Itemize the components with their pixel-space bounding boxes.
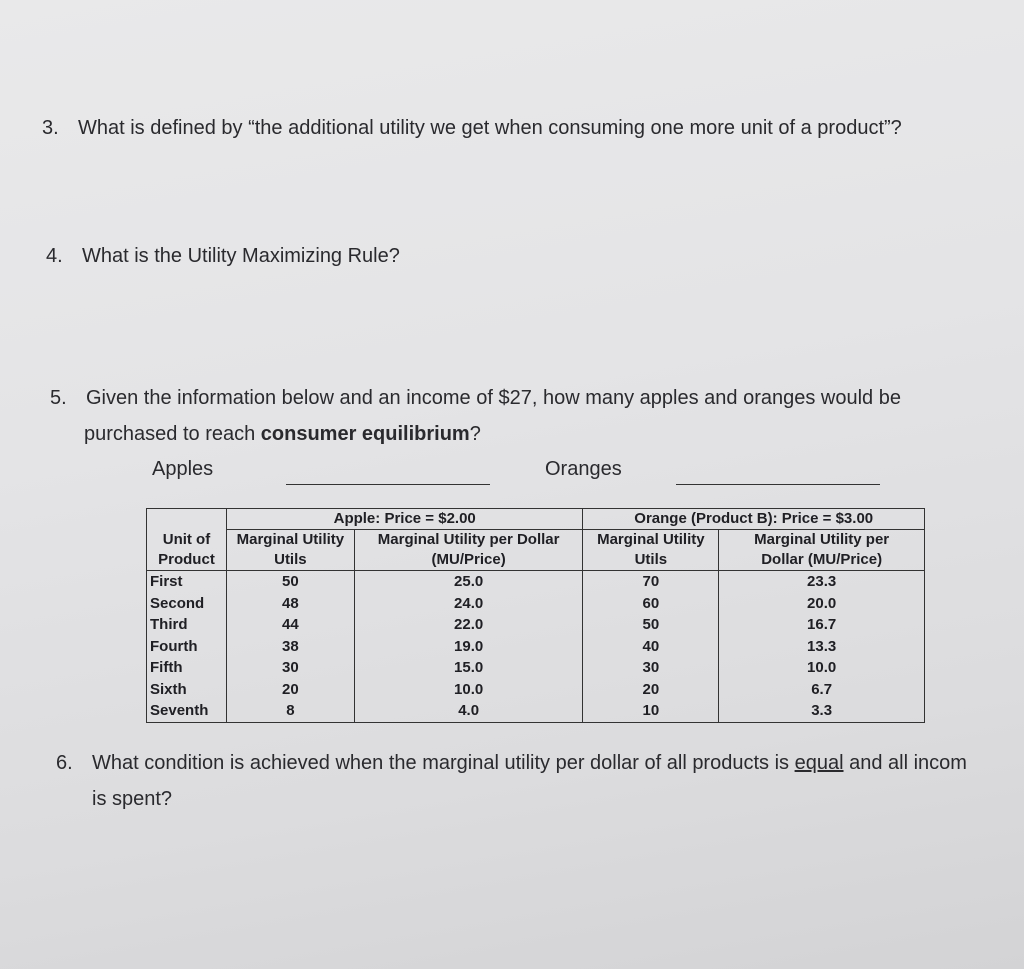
orange-mu-cell: 30: [583, 657, 719, 679]
apple-mu-cell: 44: [226, 614, 354, 636]
oranges-answer-blank[interactable]: [676, 484, 880, 485]
apple-mupd-cell: 4.0: [354, 700, 583, 722]
question-5: [50, 380, 1000, 452]
orange-mu-cell: 10: [583, 700, 719, 722]
header-line-2: Utils: [634, 551, 668, 568]
orange-mupd-cell: 23.3: [719, 571, 925, 593]
apples-answer-blank[interactable]: [286, 484, 490, 485]
apple-mupd-cell: 10.0: [354, 679, 583, 701]
apple-mupd-cell: 25.0: [354, 571, 583, 593]
question-text-line-2: is spent?: [92, 788, 173, 810]
apple-mu-cell: 50: [226, 571, 354, 593]
blank-header-cell: [147, 509, 227, 530]
orange-mupd-cell: 20.0: [719, 593, 925, 615]
orange-mu-cell: 40: [583, 636, 719, 658]
question-mark: ?: [469, 423, 481, 445]
question-4: [46, 238, 400, 274]
apple-mupd-cell: 19.0: [354, 636, 583, 658]
question-text-line-1: What condition is achieved when the marginal utility per dollar of all products is: [92, 752, 795, 774]
table-row: [147, 700, 925, 722]
unit-cell: Fifth: [147, 657, 227, 679]
table-row: [147, 636, 925, 658]
apple-mupd-cell: 22.0: [354, 614, 583, 636]
unit-cell: Sixth: [147, 679, 227, 701]
header-line-2: (MU/Price): [431, 551, 506, 568]
question-text-line-2: purchased to reach: [84, 423, 261, 445]
apple-mu-cell: 48: [226, 593, 354, 615]
orange-mupd-cell: 3.3: [719, 700, 925, 722]
orange-price-header: Orange (Product B): Price = $3.00: [583, 509, 925, 530]
unit-header: [147, 530, 227, 571]
orange-mupd-cell: 10.0: [719, 657, 925, 679]
unit-cell: First: [147, 571, 227, 593]
orange-mu-cell: 70: [583, 571, 719, 593]
question-text: What is the Utility Maximizing Rule?: [82, 245, 400, 267]
apple-mu-cell: 20: [226, 679, 354, 701]
question-text-line-1: Given the information below and an income of $27, how many apples and oranges would be: [86, 387, 901, 409]
unit-cell: Fourth: [147, 636, 227, 658]
header-line-1: Marginal Utility per Dollar: [377, 531, 560, 548]
apple-mu-cell: 38: [226, 636, 354, 658]
orange-mu-cell: 60: [583, 593, 719, 615]
table-row: [147, 571, 925, 593]
table-row: [147, 593, 925, 615]
header-line-2: Dollar (MU/Price): [761, 551, 883, 568]
orange-mu-cell: 50: [583, 614, 719, 636]
apple-price-header: Apple: Price = $2.00: [226, 509, 582, 530]
marginal-utility-table: [146, 508, 925, 723]
orange-mupd-cell: 6.7: [719, 679, 925, 701]
header-line-1: Marginal Utility per: [754, 531, 890, 548]
header-line-2: Utils: [274, 551, 307, 568]
consumer-equilibrium-term: consumer equilibrium: [260, 423, 470, 445]
question-3: [42, 110, 902, 146]
question-number: 6.: [56, 752, 73, 774]
table-row: [147, 657, 925, 679]
unit-header-line-2: Product: [158, 550, 215, 568]
apple-mu-cell: 8: [226, 700, 354, 722]
apple-mupd-header: [354, 530, 583, 571]
question-6: [56, 745, 1024, 817]
table-row: [147, 679, 925, 701]
question-number: 5.: [50, 387, 67, 409]
apples-label: Apples: [152, 458, 214, 480]
apple-mu-cell: 30: [226, 657, 354, 679]
unit-cell: Seventh: [147, 700, 227, 722]
question-number: 4.: [46, 245, 63, 267]
equal-term: equal: [794, 752, 844, 774]
orange-mupd-cell: 16.7: [719, 614, 925, 636]
question-text-line-1-end: and all incom: [843, 752, 967, 774]
unit-cell: Third: [147, 614, 227, 636]
apple-mu-header: [226, 530, 354, 571]
apple-mupd-cell: 15.0: [354, 657, 583, 679]
orange-mu-cell: 20: [583, 679, 719, 701]
question-number: 3.: [42, 117, 59, 139]
unit-header-line-1: Unit of: [162, 530, 211, 548]
header-line-1: Marginal Utility: [597, 531, 705, 548]
orange-mupd-header: [719, 530, 925, 571]
header-line-1: Marginal Utility: [236, 531, 345, 548]
question-text: What is defined by “the additional utility we get when consuming one more unit of a product”?: [78, 117, 902, 139]
orange-mu-header: [583, 530, 719, 571]
unit-cell: Second: [147, 593, 227, 615]
table-row: [147, 614, 925, 636]
orange-mupd-cell: 13.3: [719, 636, 925, 658]
oranges-label: Oranges: [545, 458, 622, 480]
apple-mupd-cell: 24.0: [354, 593, 583, 615]
